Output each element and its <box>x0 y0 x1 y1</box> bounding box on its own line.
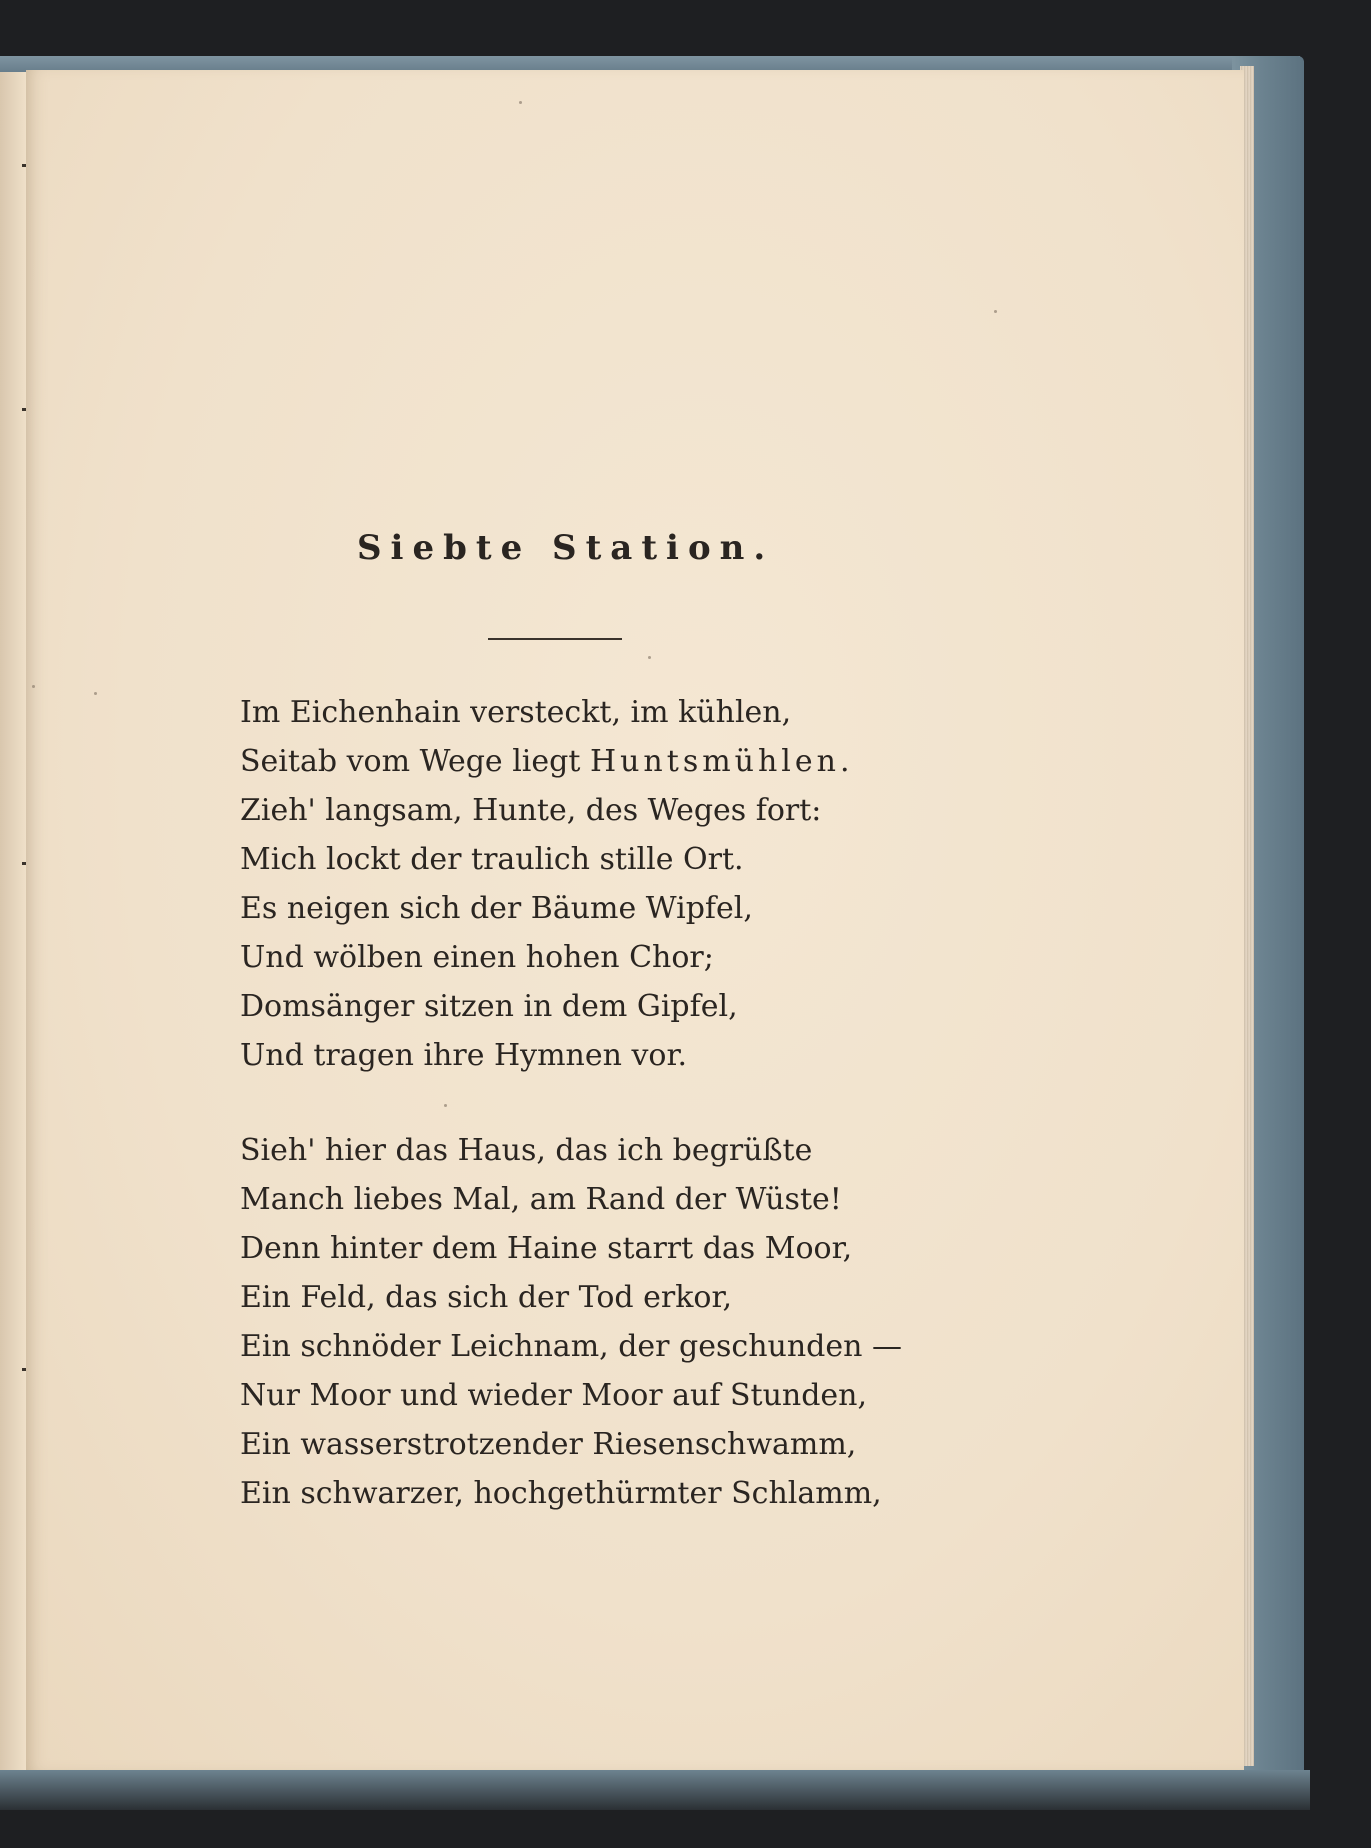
title-divider <box>488 638 622 640</box>
paper-speck <box>994 310 997 313</box>
verse-line: Nur Moor und wieder Moor auf Stunden, <box>240 1378 868 1413</box>
verse-line: Und wölben einen hohen Chor; <box>240 940 714 975</box>
paper-speck <box>94 692 97 695</box>
verse-line: Sieh' hier das Haus, das ich begrüßte <box>240 1133 813 1168</box>
verse-line: Ein Feld, das sich der Tod erkor, <box>240 1280 733 1315</box>
paper-speck <box>648 656 651 659</box>
paper-speck <box>519 101 522 104</box>
section-title: Siebte Station. <box>357 528 775 568</box>
paper-speck <box>444 1104 447 1107</box>
paper-speck <box>32 685 35 688</box>
facing-page-edge <box>0 72 27 1772</box>
verse-line: Ein schnöder Leichnam, der geschunden — <box>240 1329 902 1364</box>
verse-line-text: Seitab vom Wege liegt <box>240 744 590 779</box>
verse-line: Zieh' langsam, Hunte, des Weges fort: <box>240 793 822 828</box>
verse-line: Manch liebes Mal, am Rand der Wüste! <box>240 1182 842 1217</box>
verse-line: Es neigen sich der Bäume Wipfel, <box>240 891 753 926</box>
cover-bottom-edge <box>0 1770 1310 1810</box>
verse-line <box>240 737 854 786</box>
verse-line: Domsänger sitzen in dem Gipfel, <box>240 989 738 1024</box>
verse-line: Ein wasserstrotzender Riesenschwamm, <box>240 1427 857 1462</box>
stanza-2 <box>240 1126 902 1518</box>
verse-line: Denn hinter dem Haine starrt das Moor, <box>240 1231 853 1266</box>
stanza-1 <box>240 688 854 1080</box>
verse-line: Im Eichenhain versteckt, im kühlen, <box>240 695 792 730</box>
verse-line: Mich lockt der traulich stille Ort. <box>240 842 744 877</box>
verse-line: Und tragen ihre Hymnen vor. <box>240 1038 688 1073</box>
place-name-emphasis: Huntsmühlen. <box>589 744 854 779</box>
verse-line: Ein schwarzer, hochgethürmter Schlamm, <box>240 1476 882 1511</box>
